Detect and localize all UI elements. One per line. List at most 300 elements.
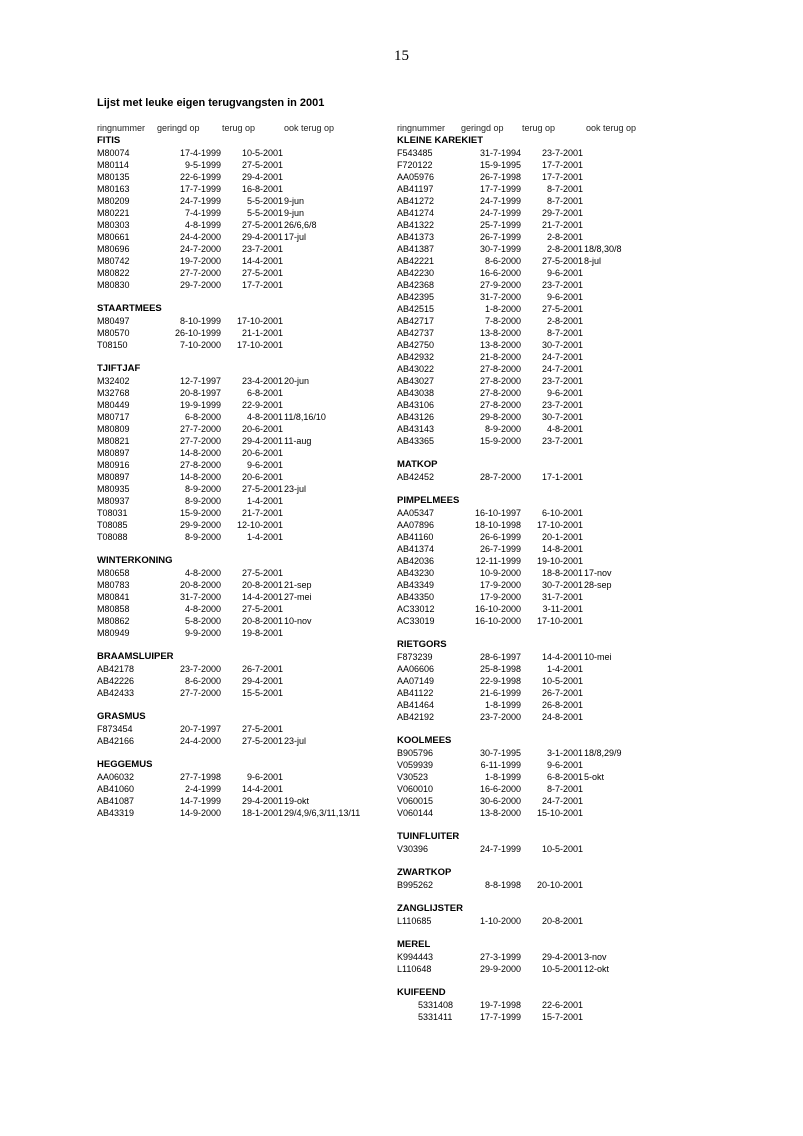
ring-number: AB43022 (397, 364, 435, 374)
ring-number: AB42395 (397, 292, 435, 302)
table-row (397, 411, 583, 423)
other-recaptures: 11/8,16/10 (284, 412, 326, 422)
recapture-date: 26-7-2001 (541, 688, 583, 698)
ringed-date: 8-10-1999 (179, 316, 221, 326)
ringed-date: 28-6-1997 (479, 652, 521, 662)
ring-number: M80696 (97, 244, 130, 254)
other-recaptures: 17-jul (284, 232, 307, 242)
ring-number: V060144 (397, 808, 434, 818)
species-section (97, 711, 307, 747)
recapture-date: 18-8-2001 (541, 568, 583, 578)
ringed-date: 16-6-2000 (479, 268, 521, 278)
ring-number: M80449 (97, 400, 130, 410)
species-section (397, 459, 583, 483)
recapture-date: 29-7-2001 (541, 208, 583, 218)
ringed-date: 26-7-1998 (479, 172, 521, 182)
table-row (397, 363, 583, 375)
other-recaptures: 17-nov (584, 568, 612, 578)
table-row (397, 771, 605, 783)
species-title: TJIFTJAF (97, 363, 141, 374)
recapture-date: 23-7-2001 (241, 244, 283, 254)
table-row (397, 663, 583, 675)
right-sections (397, 135, 622, 1023)
table-row (397, 267, 583, 279)
ringed-date: 4-8-2000 (184, 604, 221, 614)
recapture-date: 6-8-2001 (246, 388, 283, 398)
ring-number: AB41122 (397, 688, 434, 698)
ringed-date: 7-8-2000 (484, 316, 521, 326)
recapture-date: 22-9-2001 (241, 400, 283, 410)
ring-number: M80916 (97, 460, 130, 470)
ringed-date: 8-9-2000 (184, 496, 221, 506)
recapture-date: 23-7-2001 (541, 280, 583, 290)
ringed-date: 24-7-2000 (179, 244, 221, 254)
ringed-date: 19-9-1999 (179, 400, 221, 410)
table-row (97, 663, 283, 675)
ringed-date: 28-7-2000 (479, 472, 521, 482)
recapture-date: 1-4-2001 (546, 664, 583, 674)
table-row (397, 579, 612, 591)
recapture-date: 10-5-2001 (541, 844, 583, 854)
recapture-date: 22-6-2001 (541, 1000, 583, 1010)
ringed-date: 17-7-1999 (179, 184, 221, 194)
table-row (397, 147, 583, 159)
ring-number: AB43027 (397, 376, 435, 386)
table-row (97, 783, 283, 795)
table-row (97, 387, 283, 399)
table-row (397, 783, 583, 795)
ring-number: AB43365 (397, 436, 435, 446)
table-row (397, 843, 583, 855)
ring-number: M80858 (97, 604, 130, 614)
table-row (397, 615, 583, 627)
species-title: WINTERKONING (97, 555, 173, 566)
table-row (97, 603, 283, 615)
ring-number: AB42452 (397, 472, 435, 482)
ringed-date: 1-8-2000 (484, 304, 521, 314)
table-row (397, 687, 583, 699)
header-geringd-op: geringd op (157, 123, 200, 133)
table-row (397, 567, 612, 579)
column-header (97, 123, 335, 135)
table-row (97, 483, 307, 495)
species-title: KUIFEEND (397, 987, 446, 998)
table-row (97, 411, 326, 423)
table-row (397, 399, 583, 411)
table-row (97, 627, 283, 639)
ring-number: AB41197 (397, 184, 434, 194)
recapture-date: 21-7-2001 (241, 508, 283, 518)
ringed-date: 13-8-2000 (479, 328, 521, 338)
recapture-date: 20-8-2001 (541, 916, 583, 926)
recapture-date: 29-4-2001 (541, 952, 583, 962)
ringed-date: 16-10-2000 (474, 616, 521, 626)
other-recaptures: 29/4,9/6,3/11,13/11 (284, 808, 361, 818)
recapture-date: 27-5-2001 (541, 304, 583, 314)
recapture-date: 21-1-2001 (241, 328, 283, 338)
table-row (397, 339, 583, 351)
ring-number: AB42750 (397, 340, 435, 350)
ring-number: M80830 (97, 280, 130, 290)
table-row (97, 375, 310, 387)
ringed-date: 15-9-2000 (179, 508, 221, 518)
table-row (397, 195, 583, 207)
table-row (97, 591, 312, 603)
ring-number: AB41272 (397, 196, 435, 206)
ringed-date: 26-10-1999 (174, 328, 221, 338)
ring-number: M80658 (97, 568, 130, 578)
ringed-date: 9-5-1999 (184, 160, 221, 170)
recapture-date: 19-8-2001 (241, 628, 283, 638)
ring-number: AB42192 (397, 712, 435, 722)
ring-number: M80497 (97, 316, 130, 326)
ringed-date: 31-7-2000 (479, 292, 521, 302)
ring-number: AB43319 (97, 808, 135, 818)
ring-number: AB42932 (397, 352, 435, 362)
ringed-date: 8-8-1998 (484, 880, 521, 890)
recapture-date: 24-7-2001 (541, 796, 583, 806)
ringed-date: 9-9-2000 (184, 628, 221, 638)
species-section (97, 759, 361, 819)
ring-number: M80897 (97, 472, 130, 482)
table-row (397, 531, 583, 543)
recapture-date: 17-10-2001 (236, 316, 283, 326)
species-section (97, 555, 312, 639)
ring-number: M32402 (97, 376, 130, 386)
table-row (397, 759, 583, 771)
ring-number: M80822 (97, 268, 130, 278)
ringed-date: 20-7-1997 (179, 724, 221, 734)
ring-number: T08088 (97, 532, 128, 542)
table-row (97, 795, 310, 807)
species-section (397, 939, 610, 975)
ring-number: M80862 (97, 616, 130, 626)
recapture-date: 17-10-2001 (536, 520, 583, 530)
ringed-date: 20-8-2000 (179, 580, 221, 590)
ringed-date: 27-3-1999 (479, 952, 521, 962)
table-row (97, 735, 307, 747)
ringed-date: 16-10-2000 (474, 604, 521, 614)
ring-number: B905796 (397, 748, 434, 758)
ring-number: V30396 (397, 844, 429, 854)
ring-number: M80135 (97, 172, 130, 182)
ring-number: AB41373 (397, 232, 435, 242)
other-recaptures: 10-mei (584, 652, 612, 662)
ring-number: M32768 (97, 388, 130, 398)
ringed-date: 18-10-1998 (474, 520, 521, 530)
ring-number: M80742 (97, 256, 130, 266)
species-section (397, 831, 583, 855)
ring-number: B995262 (397, 880, 434, 890)
ringed-date: 19-7-2000 (179, 256, 221, 266)
ring-number: M80570 (97, 328, 130, 338)
ring-number: V30523 (397, 772, 429, 782)
recapture-date: 20-10-2001 (536, 880, 583, 890)
ring-number: M80809 (97, 424, 130, 434)
ringed-date: 20-8-1997 (179, 388, 221, 398)
table-row (97, 171, 283, 183)
table-row (97, 615, 312, 627)
ring-number: AB41322 (397, 220, 435, 230)
species-section (397, 639, 612, 723)
ring-number: F720122 (397, 160, 433, 170)
ringed-date: 24-7-1999 (479, 196, 521, 206)
ring-number: M80783 (97, 580, 130, 590)
table-row (397, 711, 583, 723)
table-row (397, 351, 583, 363)
recapture-date: 4-8-2001 (246, 412, 283, 422)
recapture-date: 2-8-2001 (546, 316, 583, 326)
table-row (97, 507, 283, 519)
table-row (397, 591, 583, 603)
recapture-date: 27-5-2001 (241, 160, 283, 170)
header-ringnummer: ringnummer (97, 123, 146, 133)
ringed-date: 30-6-2000 (479, 796, 521, 806)
table-row (397, 183, 583, 195)
table-row (97, 495, 283, 507)
ring-number: AB43349 (397, 580, 435, 590)
ring-number: AB42368 (397, 280, 435, 290)
ring-number: AC33019 (397, 616, 435, 626)
recapture-date: 30-7-2001 (541, 580, 583, 590)
other-recaptures: 23-jul (284, 484, 307, 494)
recapture-date: 2-8-2001 (546, 244, 583, 254)
species-section (397, 735, 622, 819)
ringed-date: 19-7-1998 (479, 1000, 521, 1010)
recapture-date: 15-7-2001 (541, 1012, 583, 1022)
ringed-date: 17-7-1999 (479, 1012, 521, 1022)
ringed-date: 31-7-1994 (479, 148, 521, 158)
ring-number: AA07896 (397, 520, 435, 530)
species-title: ZANGLIJSTER (397, 903, 463, 914)
recapture-date: 27-5-2001 (241, 568, 283, 578)
table-row (97, 315, 283, 327)
table-row (397, 675, 583, 687)
other-recaptures: 11-aug (284, 436, 312, 446)
recapture-date: 6-8-2001 (546, 772, 583, 782)
recapture-date: 23-4-2001 (241, 376, 283, 386)
table-row (397, 651, 612, 663)
table-row (97, 459, 283, 471)
table-row (397, 159, 583, 171)
table-row (397, 327, 583, 339)
ring-number: AB42230 (397, 268, 435, 278)
ringed-date: 24-7-1999 (179, 196, 221, 206)
table-row (97, 807, 361, 819)
ringed-date: 25-7-1999 (479, 220, 521, 230)
ringed-date: 1-10-2000 (479, 916, 521, 926)
recapture-date: 20-6-2001 (241, 424, 283, 434)
recapture-date: 4-8-2001 (546, 424, 583, 434)
recapture-date: 24-8-2001 (541, 712, 583, 722)
table-row (97, 267, 283, 279)
recapture-date: 27-5-2001 (241, 724, 283, 734)
ring-number: AC33012 (397, 604, 435, 614)
recapture-date: 5-5-2001 (246, 208, 283, 218)
ring-number: V060010 (397, 784, 434, 794)
ring-number: M80937 (97, 496, 130, 506)
header-terug-op: terug op (522, 123, 556, 133)
ring-number: T08085 (97, 520, 128, 530)
ringed-date: 8-9-2000 (184, 532, 221, 542)
ringed-date: 16-6-2000 (479, 784, 521, 794)
recapture-date: 29-4-2001 (241, 676, 283, 686)
ringed-date: 12-7-1997 (179, 376, 221, 386)
table-row (97, 243, 283, 255)
ring-number: M80935 (97, 484, 130, 494)
ringed-date: 4-8-1999 (184, 220, 221, 230)
recapture-date: 20-6-2001 (241, 472, 283, 482)
ring-number: M80114 (97, 160, 129, 170)
table-row (97, 231, 307, 243)
recapture-date: 20-8-2001 (241, 616, 283, 626)
ringed-date: 1-8-1999 (484, 700, 521, 710)
recapture-date: 1-4-2001 (246, 532, 283, 542)
ring-number: M80717 (97, 412, 130, 422)
ringed-date: 13-8-2000 (479, 808, 521, 818)
recapture-date: 14-4-2001 (241, 592, 283, 602)
ring-number: AA06606 (397, 664, 435, 674)
recapture-date: 10-5-2001 (241, 148, 283, 158)
species-title: MEREL (397, 939, 431, 950)
table-row (397, 519, 583, 531)
recapture-date: 9-6-2001 (546, 292, 583, 302)
species-title: FITIS (97, 135, 121, 146)
ringed-date: 7-4-1999 (184, 208, 221, 218)
ringed-date: 16-10-1997 (474, 508, 521, 518)
ring-number: M80163 (97, 184, 130, 194)
ringed-date: 2-4-1999 (184, 784, 221, 794)
ringed-date: 29-7-2000 (179, 280, 221, 290)
ring-number: M80074 (97, 148, 130, 158)
ringed-date: 27-8-2000 (179, 460, 221, 470)
recapture-date: 24-7-2001 (541, 352, 583, 362)
ring-number: AA05976 (397, 172, 435, 182)
table-row (97, 255, 283, 267)
header-ringnummer: ringnummer (397, 123, 446, 133)
ring-number: AB43038 (397, 388, 435, 398)
ringed-date: 29-9-2000 (179, 520, 221, 530)
species-section (97, 651, 283, 699)
recapture-date: 17-7-2001 (541, 172, 583, 182)
ring-number: V060015 (397, 796, 434, 806)
recapture-date: 1-4-2001 (246, 496, 283, 506)
ringed-date: 26-7-1999 (479, 544, 521, 554)
species-section (97, 303, 283, 351)
ring-number: K994443 (397, 952, 434, 962)
recapture-date: 27-5-2001 (241, 220, 283, 230)
ring-number: M80897 (97, 448, 130, 458)
species-title: RIETGORS (397, 639, 447, 650)
ring-number: AB41087 (97, 796, 135, 806)
ringed-date: 5-8-2000 (184, 616, 221, 626)
ring-number: AB42166 (97, 736, 135, 746)
left-sections (97, 135, 361, 819)
recapture-date: 18-1-2001 (241, 808, 283, 818)
table-row (397, 435, 583, 447)
table-row (397, 207, 583, 219)
recapture-date: 21-7-2001 (541, 220, 583, 230)
species-title: STAARTMEES (97, 303, 162, 314)
table-row (97, 771, 283, 783)
table-row (97, 435, 312, 447)
recapture-date: 6-10-2001 (541, 508, 583, 518)
ringed-date: 26-6-1999 (479, 532, 521, 542)
table-row (397, 915, 583, 927)
document-title: Lijst met leuke eigen terugvangsten in 2001 (97, 97, 325, 109)
header-terug-op: terug op (222, 123, 256, 133)
species-section (397, 867, 583, 891)
ring-number: AB41464 (397, 700, 435, 710)
recapture-date: 23-7-2001 (541, 376, 583, 386)
recapture-date: 5-5-2001 (246, 196, 283, 206)
ringed-date: 24-7-1999 (479, 844, 521, 854)
table-row (97, 339, 283, 351)
recapture-date: 27-5-2001 (241, 268, 283, 278)
table-row (397, 279, 583, 291)
species-title: HEGGEMUS (97, 759, 153, 770)
ring-number: F873239 (397, 652, 433, 662)
ring-number: AB43143 (397, 424, 435, 434)
recapture-date: 19-10-2001 (536, 556, 583, 566)
other-recaptures: 9-jun (284, 196, 305, 206)
ring-number: M80221 (97, 208, 130, 218)
ringed-date: 6-11-1999 (480, 760, 521, 770)
recapture-date: 2-8-2001 (546, 232, 583, 242)
other-recaptures: 26/6,6/8 (284, 220, 317, 230)
species-section (397, 495, 612, 627)
ring-number: AB42226 (97, 676, 135, 686)
table-row (397, 603, 583, 615)
ring-number: AB43106 (397, 400, 435, 410)
other-recaptures: 12-okt (584, 964, 610, 974)
ringed-date: 17-4-1999 (179, 148, 221, 158)
recapture-date: 29-4-2001 (241, 172, 283, 182)
ringed-date: 8-6-2000 (184, 676, 221, 686)
ringed-date: 14-8-2000 (179, 472, 221, 482)
ring-number: V059939 (397, 760, 434, 770)
recapture-date: 27-5-2001 (241, 604, 283, 614)
table-row (397, 1011, 583, 1023)
ringed-date: 24-7-1999 (479, 208, 521, 218)
ringed-date: 10-9-2000 (479, 568, 521, 578)
table-row (397, 171, 583, 183)
ringed-date: 30-7-1995 (479, 748, 521, 758)
other-recaptures: 23-jul (284, 736, 307, 746)
ring-number: AA05347 (397, 508, 435, 518)
ringed-date: 27-7-2000 (179, 688, 221, 698)
ring-number: L110685 (397, 916, 432, 926)
table-row (97, 327, 283, 339)
ring-number: M80949 (97, 628, 130, 638)
ringed-date: 8-9-2000 (184, 484, 221, 494)
other-recaptures: 18/8,29/9 (584, 748, 622, 758)
recapture-date: 17-10-2001 (236, 340, 283, 350)
other-recaptures: 3-nov (584, 952, 607, 962)
header-ook-terug-op: ook terug op (586, 123, 637, 133)
recapture-date: 3-1-2001 (546, 748, 583, 758)
ringed-date: 24-4-2000 (179, 232, 221, 242)
ringed-date: 30-7-1999 (479, 244, 521, 254)
species-section (97, 363, 326, 543)
table-row (397, 507, 583, 519)
ring-number: M80661 (97, 232, 130, 242)
recapture-date: 23-7-2001 (541, 436, 583, 446)
species-title: MATKOP (397, 459, 438, 470)
table-row (97, 531, 283, 543)
table-row (397, 471, 583, 483)
recapture-date: 10-5-2001 (541, 676, 583, 686)
